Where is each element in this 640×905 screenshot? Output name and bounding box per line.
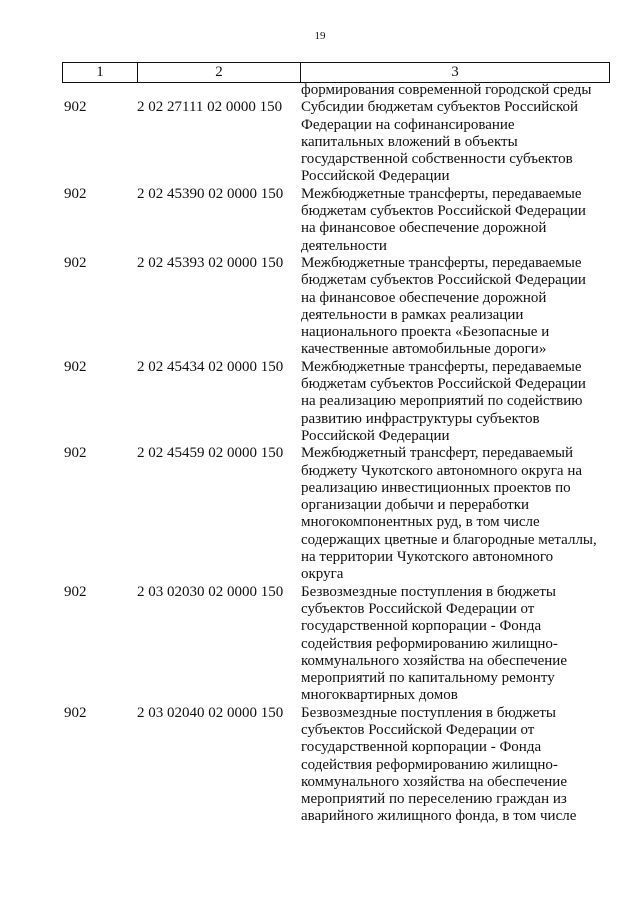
description-line: Российской Федерации [301, 168, 450, 185]
description-line: национального проекта «Безопасные и [301, 324, 550, 341]
budget-classification-code: 2 02 45393 02 0000 150 [137, 254, 284, 271]
description-line: субъектов Российской Федерации от [301, 721, 535, 738]
description-line: формирования современной городской среды [301, 82, 592, 98]
description-line: реализацию инвестиционных проектов по [301, 479, 571, 496]
description-line: Субсидии бюджетам субъектов Российской [301, 99, 578, 116]
description-line: Безвозмездные поступления в бюджеты [301, 583, 556, 600]
description-line: мероприятий по капитальному ремонту [301, 670, 555, 687]
description-line: Межбюджетные трансферты, передаваемые [301, 185, 582, 202]
description-line: Межбюджетные трансферты, передаваемые [301, 254, 582, 271]
description-line: коммунального хозяйства на обеспечение [301, 773, 567, 790]
table-row [0, 584, 640, 705]
table-row [0, 99, 640, 185]
admin-code: 902 [64, 358, 87, 375]
description-line: бюджетам субъектов Российской Федерации [301, 203, 586, 220]
table-row [0, 445, 640, 583]
admin-code: 902 [64, 99, 87, 116]
description-line: на реализацию мероприятий по содействию [301, 393, 583, 410]
table-row [0, 186, 640, 255]
table-row [0, 705, 640, 826]
description-line: государственной корпорации - Фонда [301, 618, 542, 635]
description-line: деятельности [301, 237, 387, 254]
budget-classification-code: 2 03 02040 02 0000 150 [137, 704, 284, 721]
continuation-row [0, 82, 640, 99]
description-line: многоквартирных домов [301, 687, 458, 704]
description-line: на финансовое обеспечение дорожной [301, 220, 547, 237]
description-line: организации добычи и переработки [301, 497, 530, 514]
description-line: бюджетам субъектов Российской Федерации [301, 272, 586, 289]
description-line: Межбюджетный трансферт, передаваемый [301, 445, 574, 462]
budget-classification-code: 2 02 27111 02 0000 150 [137, 99, 283, 116]
description-line: Безвозмездные поступления в бюджеты [301, 704, 556, 721]
description-line: содержащих цветные и благородные металлы, [301, 531, 597, 548]
description-line: аварийного жилищного фонда, в том числе [301, 808, 577, 825]
description-line: коммунального хозяйства на обеспечение [301, 652, 567, 669]
header-col-2: 2 [138, 63, 301, 83]
description-line: государственной корпорации - Фонда [301, 739, 542, 756]
description-line: бюджетам субъектов Российской Федерации [301, 376, 586, 393]
description-line: на территории Чукотского автономного [301, 549, 554, 566]
description-line: многокомпонентных руд, в том числе [301, 514, 540, 531]
description-line: округа [301, 566, 344, 583]
admin-code: 902 [64, 185, 87, 202]
header-col-3: 3 [301, 63, 610, 83]
header-row [63, 63, 610, 83]
budget-classification-code: 2 02 45434 02 0000 150 [137, 358, 284, 375]
admin-code: 902 [64, 254, 87, 271]
description-line: Федерации на софинансирование [301, 116, 515, 133]
header-col-1: 1 [63, 63, 138, 83]
description-line: Межбюджетные трансферты, передаваемые [301, 358, 582, 375]
description-line: содействия реформированию жилищно- [301, 635, 558, 652]
budget-classification-code: 2 02 45390 02 0000 150 [137, 185, 284, 202]
description-line: бюджету Чукотского автономного округа на [301, 462, 583, 479]
description-line: Российской Федерации [301, 427, 450, 444]
description-line: развитию инфраструктуры субъектов [301, 410, 540, 427]
description-line: качественные автомобильные дороги» [301, 341, 547, 358]
admin-code: 902 [64, 583, 87, 600]
description-line: содействия реформированию жилищно- [301, 756, 558, 773]
admin-code: 902 [64, 704, 87, 721]
description-line: деятельности в рамках реализации [301, 306, 524, 323]
column-header-table [62, 62, 610, 83]
page-number: 19 [314, 30, 326, 42]
admin-code: 902 [64, 445, 87, 462]
table-row [0, 359, 640, 445]
budget-classification-code: 2 03 02030 02 0000 150 [137, 583, 284, 600]
description-line: капитальных вложений в объекты [301, 133, 518, 150]
budget-table-body [0, 82, 640, 826]
description-line: мероприятий по переселению граждан из [301, 791, 567, 808]
description-line: на финансовое обеспечение дорожной [301, 289, 547, 306]
budget-classification-code: 2 02 45459 02 0000 150 [137, 445, 284, 462]
table-row [0, 255, 640, 359]
description-line: государственной собственности субъектов [301, 151, 573, 168]
description-line: субъектов Российской Федерации от [301, 600, 535, 617]
